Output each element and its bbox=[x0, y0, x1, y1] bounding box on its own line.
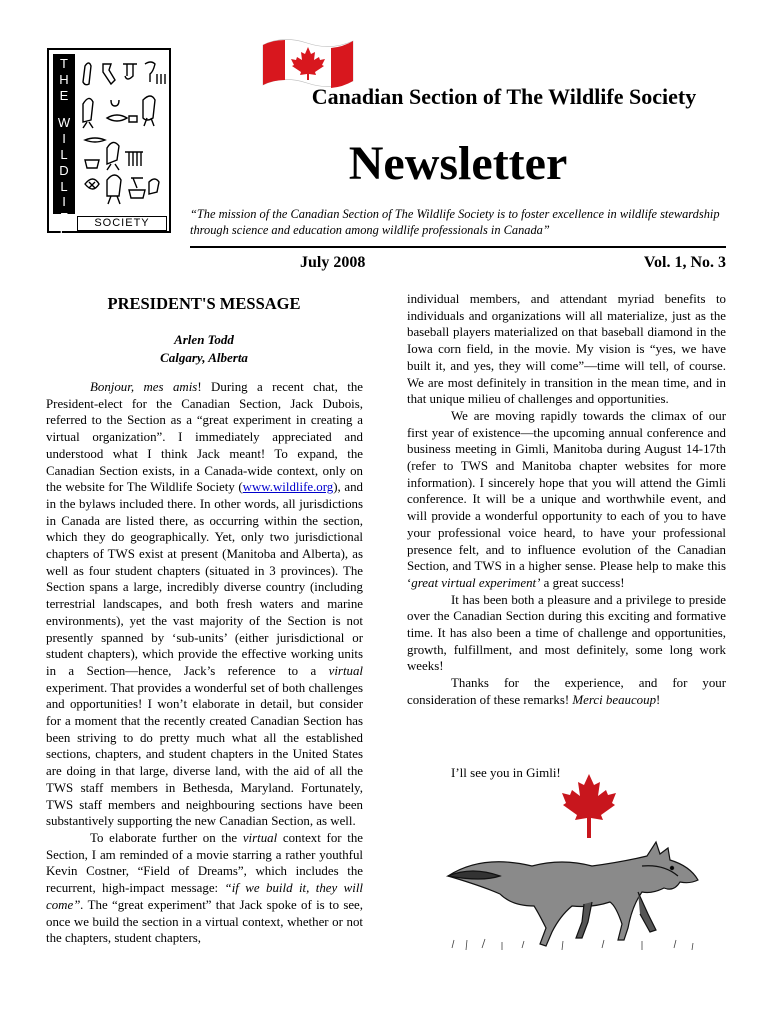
logo-society-label: SOCIETY bbox=[77, 216, 167, 231]
paragraph: individual members, and attendant myriad benefits to individuals and organizations will all materialize, just as the baseball players materialized on that baseball diamond in the Iowa corn field, in the movie. My vision is “yes, we have built it, and yes, they will come”—time will tell, of course. We are most definitely in transition in the mean time, and in that unique milieu of challenges and opportunities. bbox=[407, 292, 726, 407]
mission-statement: “The mission of the Canadian Section of The Wildlife Society is to foster excellence in wildlife stewardship through science and education among wildlife professionals in Canada” bbox=[190, 207, 720, 237]
paragraph: We are moving rapidly towards the climax of our first year of existence—the upcoming annual conference and business meeting in Gimli, Manitoba during August 14-17th (refer to TWS and Manitoba chapter websites for more information). I sincerely hope that you will attend the Gimli conference. It will be a unique and worthwhile event, and will provide a wonderful opportunity to each of you to have your professional voice heard, to have your professional presence felt, and to influence evolution of the Canadian Section, and TWS in a higher sense. Please help to make this ‘great virtual experiment’ a great success! bbox=[407, 408, 726, 590]
organization-title: Canadian Section of The Wildlife Society bbox=[311, 84, 697, 109]
issue-volume: Vol. 1, No. 3 bbox=[643, 254, 726, 271]
logo-letters: T H E W I L D L I F E bbox=[57, 56, 71, 241]
closing-line: I’ll see you in Gimli! bbox=[451, 765, 561, 780]
paragraph: Thanks for the experience, and for your consideration of these remarks! Merci beaucoup! bbox=[407, 676, 726, 707]
author-location: Calgary, Alberta bbox=[160, 350, 248, 365]
author-name: Arlen Todd bbox=[174, 332, 234, 347]
paragraph: To elaborate further on the virtual context for the Section, I am reminded of a movie starring a rather youthful Kevin Costner, “Field of Dreams”, which includes the recurrent, high-impact message: “if we build it, they will come”. The “great experiment” that Jack spoke of is to see, once we build the section in a virtual context, whether or not the chapters, student chapters, bbox=[46, 830, 363, 946]
newsletter-title: Newsletter bbox=[348, 137, 568, 190]
paragraph: Bonjour, mes amis! During a recent chat, the President-elect for the Canadian Section, Jack Dubois, referred to the Section as a “great experiment in creating a virtual organization”. I immediately appreciated and understood what I think Jack meant! To expand, the Canadian Section exists, in a Canada-wide context, only on the website for The Wildlife Society (www.wildlife.org), and in the bylaws included there. In other words, all jurisdictions in Canada are listed there, as occurring within the section, which they do geographically. Yet, only two jurisdictional chapters of TWS exist at present (Manitoba and Alberta), as well as four student chapters (situated in 3 provinces). The Section spans a large, incredibly diverse country (including terrestrial landscapes, and both fresh waters and marine environments), yet the vast majority of the Section is not presently spanned by ‘sub-units’ (either jurisdictional or student chapters), which provide the effective working units in a Section—hence, Jack’s reference to a virtual experiment. That provides a wonderful set of both challenges and opportunities! I won’t elaborate in detail, but consider for a moment that the recently created Canadian Section has been striving to do pretty much what all the established sections, chapters, and student chapters in the United States are doing in that large, diverse land, with the aid of all the TWS staff members in Bethesda, Maryland. Fortunately, TWS staff members and neighbouring sections have been substantively supporting the new Canadian Section, as well. bbox=[46, 380, 363, 829]
article-column-left bbox=[46, 379, 363, 947]
header-divider bbox=[190, 246, 726, 248]
wildlife-society-logo bbox=[47, 48, 171, 241]
paragraph: It has been both a pleasure and a privilege to preside over the Canadian Section during this exciting and formative time. It has also been a time of challenge and opportunities, growth, fulfillment, and most definitely, some long work weeks! bbox=[407, 592, 726, 674]
issue-date: July 2008 bbox=[300, 254, 366, 271]
fox-illustration-icon bbox=[442, 836, 710, 956]
article-byline bbox=[46, 331, 362, 367]
wildlife-org-link[interactable]: www.wildlife.org bbox=[242, 480, 334, 495]
maple-leaf-icon bbox=[559, 772, 619, 840]
article-heading: PRESIDENT'S MESSAGE bbox=[107, 294, 301, 313]
hieroglyph-icon bbox=[77, 56, 167, 212]
article-column-right bbox=[407, 291, 726, 709]
